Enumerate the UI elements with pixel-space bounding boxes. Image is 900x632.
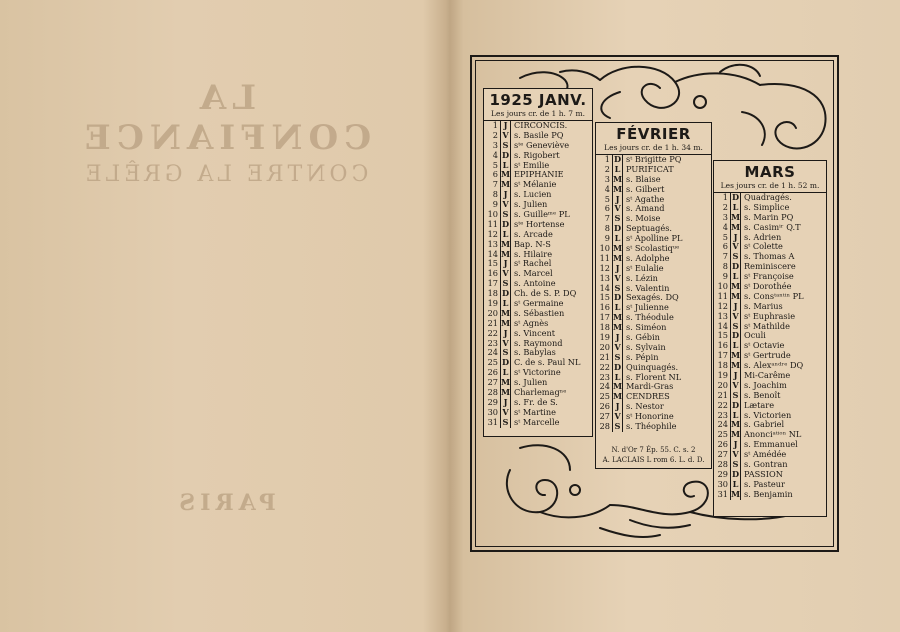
- day-number: 19: [714, 371, 731, 381]
- saint-name: sᵗ Julienne: [626, 302, 669, 313]
- weekday-letter: M: [613, 312, 623, 323]
- weekday-letter: D: [613, 361, 622, 372]
- day-number: 11: [596, 254, 613, 264]
- saint-name: s. Moise: [626, 213, 661, 224]
- weekday-letter: S: [731, 460, 741, 470]
- saint-name: sᵗ Euphrasie: [744, 310, 796, 321]
- saint-name: s. Marius: [744, 300, 783, 311]
- day-number: 5: [714, 233, 731, 243]
- saint-name: sᵗ Germaine: [514, 298, 564, 309]
- saint-name: sᵗ Mathilde: [744, 320, 790, 331]
- day-number: 24: [596, 382, 613, 392]
- day-number: 18: [714, 361, 731, 371]
- saint-name: s. Basile PQ: [514, 129, 564, 140]
- day-number: 14: [596, 284, 613, 294]
- saint-name: sᵗ Honorine: [626, 411, 674, 422]
- day-number: 6: [596, 204, 613, 214]
- weekday-letter: S: [501, 348, 511, 358]
- day-number: 2: [484, 131, 501, 141]
- saint-name: s. Joachim: [744, 379, 787, 390]
- weekday-letter: V: [501, 200, 511, 210]
- day-number: 14: [484, 250, 501, 260]
- weekday-letter: M: [731, 211, 741, 222]
- saint-name: Charlemagⁿᵉ: [514, 387, 567, 398]
- day-number: 4: [714, 223, 731, 233]
- saint-name: Anonciᵃᵗⁱᵒⁿ NL: [744, 429, 802, 440]
- saint-name: sᵗᵉ Geneviève: [514, 139, 570, 150]
- day-number: 29: [714, 470, 731, 480]
- weekday-letter: D: [501, 357, 510, 368]
- saint-name: C. de s. Paul NL: [514, 357, 581, 368]
- saint-name: sᵗᵉ Hortense: [514, 218, 565, 229]
- weekday-letter: M: [731, 419, 741, 430]
- day-number: 27: [714, 450, 731, 460]
- weekday-letter: V: [613, 412, 623, 422]
- weekday-letter: V: [501, 269, 511, 279]
- day-number: 16: [484, 269, 501, 279]
- weekday-letter: J: [501, 329, 511, 339]
- weekday-letter: V: [731, 242, 741, 252]
- weekday-letter: V: [501, 131, 511, 141]
- month-title: FÉVRIER: [616, 125, 691, 143]
- weekday-letter: J: [613, 402, 623, 412]
- saint-name: sᵗ Colette: [744, 241, 783, 252]
- weekday-letter: J: [731, 371, 741, 381]
- weekday-letter: D: [501, 149, 510, 160]
- weekday-letter: L: [613, 373, 623, 383]
- saint-name: s. Babylas: [514, 347, 556, 358]
- saint-name: s. Adolphe: [626, 252, 670, 263]
- day-number: 25: [484, 358, 501, 368]
- day-number: 30: [714, 480, 731, 490]
- weekday-letter: M: [501, 377, 511, 388]
- weekday-letter: M: [731, 360, 741, 371]
- month-march: [713, 160, 827, 517]
- day-number: 28: [484, 388, 501, 398]
- saint-name: Septuagés.: [626, 223, 673, 234]
- saint-name: CENDRES: [626, 391, 670, 402]
- saint-name: PURIFICAT: [626, 163, 674, 174]
- weekday-letter: V: [501, 408, 511, 418]
- weekday-letter: M: [613, 252, 623, 263]
- weekday-letter: L: [501, 161, 511, 171]
- day-number: 23: [484, 339, 501, 349]
- weekday-letter: L: [731, 272, 741, 282]
- saint-name: sᵗ Gertrude: [744, 350, 791, 361]
- day-number: 12: [596, 264, 613, 274]
- weekday-letter: S: [501, 210, 511, 220]
- day-row: [714, 322, 826, 332]
- saint-name: s. Arcade: [514, 228, 553, 239]
- day-number: 26: [484, 368, 501, 378]
- weekday-letter: S: [613, 353, 623, 363]
- saint-name: s. Théophile: [626, 421, 677, 432]
- weekday-letter: S: [613, 422, 623, 432]
- saint-name: s. Vincent: [514, 327, 556, 338]
- day-list: [484, 121, 592, 428]
- weekday-letter: J: [501, 398, 511, 408]
- saint-name: Mardi-Gras: [626, 381, 674, 392]
- day-number: 6: [714, 242, 731, 252]
- day-number: 1: [596, 155, 613, 165]
- day-number: 15: [596, 293, 613, 303]
- day-number: 20: [484, 309, 501, 319]
- weekday-letter: D: [613, 154, 622, 164]
- saint-name: s. Alexᵃⁿᵈʳᵉ DQ: [744, 360, 804, 371]
- day-number: 4: [596, 185, 613, 195]
- saint-name: sᵗ Agnès: [514, 317, 549, 328]
- saint-name: sᵗ Brigitte PQ: [626, 154, 682, 164]
- saint-name: s. Fr. de S.: [514, 396, 558, 407]
- day-number: 12: [714, 302, 731, 312]
- day-number: 3: [714, 213, 731, 223]
- day-number: 13: [484, 240, 501, 250]
- weekday-letter: L: [501, 368, 511, 378]
- saint-name: s. Thomas A: [744, 251, 795, 262]
- saint-name: s. Pépin: [626, 351, 659, 362]
- saint-name: Sexagés. DQ: [626, 292, 679, 303]
- day-number: 10: [596, 244, 613, 254]
- weekday-letter: M: [731, 221, 741, 232]
- weekday-letter: D: [501, 288, 510, 299]
- month-title: MARS: [744, 163, 796, 181]
- saint-name: sᵗ Marcelle: [514, 416, 560, 427]
- day-number: 1: [714, 193, 731, 203]
- saint-name: Ch. de S. P. DQ: [514, 288, 577, 299]
- daylight-note: Les jours cr. de 1 h. 7 m.: [484, 109, 592, 121]
- day-number: 19: [484, 299, 501, 309]
- weekday-letter: M: [613, 381, 623, 392]
- weekday-letter: V: [731, 312, 741, 322]
- weekday-letter: S: [613, 284, 623, 294]
- weekday-letter: M: [501, 179, 511, 190]
- saint-name: sᵗ Amédée: [744, 449, 787, 460]
- saint-name: sᵗ Agathe: [626, 193, 665, 204]
- saint-name: Mi-Carême: [744, 370, 791, 381]
- weekday-letter: D: [731, 261, 740, 272]
- saint-name: s. Pasteur: [744, 478, 785, 489]
- saint-name: s. Valentin: [626, 282, 670, 293]
- weekday-letter: L: [731, 341, 741, 351]
- weekday-letter: L: [731, 203, 741, 213]
- day-number: 22: [484, 329, 501, 339]
- saint-name: sᵗ Victorine: [514, 367, 561, 378]
- day-list: [596, 155, 711, 432]
- saint-name: s. Théodule: [626, 312, 674, 323]
- saint-name: s. Amand: [626, 203, 665, 214]
- weekday-letter: V: [613, 343, 623, 353]
- weekday-letter: S: [731, 322, 741, 332]
- day-row: [596, 422, 711, 432]
- saint-name: CIRCONCIS.: [514, 120, 568, 130]
- saint-name: Bap. N-S: [514, 238, 551, 249]
- day-number: 14: [714, 322, 731, 332]
- weekday-letter: S: [613, 214, 623, 224]
- weekday-letter: J: [731, 440, 741, 450]
- almanac-footer: [596, 445, 711, 465]
- weekday-letter: M: [613, 243, 623, 254]
- day-number: 18: [484, 289, 501, 299]
- day-number: 19: [596, 333, 613, 343]
- weekday-letter: V: [613, 274, 623, 284]
- saint-name: s. Lucien: [514, 189, 552, 200]
- month-january: [483, 88, 593, 437]
- daylight-note: Les jours cr. de 1 h. 52 m.: [714, 181, 826, 193]
- day-number: 4: [484, 151, 501, 161]
- weekday-letter: S: [501, 418, 511, 428]
- weekday-letter: L: [501, 230, 511, 240]
- saint-name: s. Raymond: [514, 337, 563, 348]
- day-number: 20: [596, 343, 613, 353]
- weekday-letter: V: [731, 381, 741, 391]
- day-number: 21: [714, 391, 731, 401]
- weekday-letter: M: [501, 307, 511, 318]
- day-number: 8: [596, 224, 613, 234]
- saint-name: s. Nestor: [626, 401, 664, 412]
- day-number: 31: [714, 490, 731, 500]
- left-page-address: PARIS: [174, 490, 276, 516]
- weekday-letter: M: [731, 429, 741, 440]
- day-number: 7: [596, 214, 613, 224]
- weekday-letter: L: [731, 411, 741, 421]
- saint-name: s. Blaise: [626, 173, 661, 184]
- day-number: 24: [484, 348, 501, 358]
- weekday-letter: L: [613, 165, 623, 175]
- day-number: 21: [484, 319, 501, 329]
- weekday-letter: M: [501, 248, 511, 259]
- day-number: 8: [714, 262, 731, 272]
- weekday-letter: J: [731, 302, 741, 312]
- weekday-letter: M: [613, 391, 623, 402]
- weekday-letter: M: [731, 290, 741, 301]
- day-number: 26: [714, 440, 731, 450]
- saint-name: sᵗ Martine: [514, 406, 557, 417]
- day-number: 7: [484, 180, 501, 190]
- day-number: 21: [596, 353, 613, 363]
- weekday-letter: M: [501, 169, 511, 180]
- saint-name: Quadragés.: [744, 192, 792, 202]
- weekday-letter: J: [501, 259, 511, 269]
- day-number: 17: [596, 313, 613, 323]
- weekday-letter: M: [613, 173, 623, 184]
- day-number: 10: [484, 210, 501, 220]
- day-number: 3: [484, 141, 501, 151]
- day-number: 11: [484, 220, 501, 230]
- saint-name: s. Emmanuel: [744, 439, 798, 450]
- saint-name: sᵗ Apolline PL: [626, 233, 683, 244]
- saint-name: s. Gilbert: [626, 183, 665, 194]
- day-number: 15: [484, 259, 501, 269]
- weekday-letter: M: [501, 238, 511, 249]
- weekday-letter: J: [501, 121, 511, 131]
- saint-name: s. Casimⁱʳ Q.T: [744, 221, 801, 232]
- day-number: 5: [484, 161, 501, 171]
- saint-name: Lætare: [744, 399, 775, 410]
- weekday-letter: D: [731, 330, 740, 341]
- day-number: 17: [714, 351, 731, 361]
- weekday-letter: D: [613, 223, 622, 234]
- weekday-letter: S: [731, 252, 741, 262]
- day-number: 9: [484, 200, 501, 210]
- weekday-letter: M: [501, 387, 511, 398]
- day-number: 17: [484, 279, 501, 289]
- weekday-letter: L: [613, 303, 623, 313]
- day-number: 13: [596, 274, 613, 284]
- day-number: 8: [484, 190, 501, 200]
- day-number: 27: [484, 378, 501, 388]
- saint-name: s. Sylvain: [626, 341, 666, 352]
- weekday-letter: V: [613, 204, 623, 214]
- saint-name: sᵗ Emilie: [514, 159, 550, 170]
- day-number: 1: [484, 121, 501, 131]
- day-number: 23: [714, 411, 731, 421]
- day-number: 24: [714, 420, 731, 430]
- saint-name: PASSION: [744, 468, 783, 479]
- saint-name: EPIPHANIE: [514, 169, 564, 180]
- day-number: 29: [484, 398, 501, 408]
- weekday-letter: J: [613, 195, 623, 205]
- weekday-letter: V: [501, 339, 511, 349]
- weekday-letter: M: [613, 322, 623, 333]
- day-number: 11: [714, 292, 731, 302]
- saint-name: Oculi: [744, 330, 766, 341]
- saint-name: Quinquagés.: [626, 361, 679, 372]
- saint-name: sᵗ Eulalie: [626, 262, 664, 273]
- day-number: 31: [484, 418, 501, 428]
- saint-name: s. Rigobert: [514, 149, 560, 160]
- day-number: 15: [714, 331, 731, 341]
- saint-name: s. Adrien: [744, 231, 782, 242]
- weekday-letter: S: [731, 391, 741, 401]
- saint-name: s. Sébastien: [514, 307, 565, 318]
- day-row: [714, 490, 826, 500]
- day-number: 9: [714, 272, 731, 282]
- saint-name: sᵗ Rachel: [514, 258, 552, 269]
- saint-name: s. Siméon: [626, 322, 667, 333]
- day-number: 6: [484, 170, 501, 180]
- weekday-letter: M: [613, 183, 623, 194]
- day-number: 2: [596, 165, 613, 175]
- weekday-letter: J: [501, 190, 511, 200]
- saint-name: sᵗ Octavie: [744, 340, 785, 351]
- day-number: 18: [596, 323, 613, 333]
- weekday-letter: M: [731, 488, 741, 499]
- weekday-letter: J: [613, 333, 623, 343]
- saint-name: s. Hilaire: [514, 248, 553, 259]
- weekday-letter: L: [501, 299, 511, 309]
- saint-name: s. Gontran: [744, 459, 788, 470]
- saint-name: sᵗ Dorothée: [744, 281, 792, 292]
- month-february: [595, 122, 712, 469]
- saint-name: s. Julien: [514, 199, 548, 210]
- saint-name: sᵗ Mélanie: [514, 179, 557, 190]
- saint-name: s. Antoine: [514, 278, 556, 289]
- saint-name: s. Marin PQ: [744, 211, 794, 222]
- day-number: 10: [714, 282, 731, 292]
- day-row: [484, 418, 592, 428]
- saint-name: sᵗ Françoise: [744, 271, 794, 282]
- weekday-letter: J: [613, 264, 623, 274]
- footer-line: A. LACLAIS L rom 6. L. d. D.: [602, 456, 705, 464]
- weekday-letter: D: [731, 399, 740, 410]
- weekday-letter: L: [731, 480, 741, 490]
- saint-name: s. Benjamin: [744, 488, 793, 499]
- weekday-letter: S: [501, 279, 511, 289]
- left-page-title: LA CONFIANCE: [78, 78, 372, 158]
- saint-name: s. Guilleᵐᵉ PL: [514, 209, 570, 220]
- left-page-subtitle: CONTRE LA GRÊLE: [81, 162, 369, 187]
- weekday-letter: S: [501, 141, 511, 151]
- weekday-letter: J: [731, 233, 741, 243]
- daylight-note: Les jours cr. de 1 h. 34 m.: [596, 143, 711, 155]
- footer-line: N. d'Or 7 Ép. 55. C. s. 2: [611, 446, 696, 454]
- day-number: 16: [596, 303, 613, 313]
- day-number: 22: [596, 363, 613, 373]
- day-number: 9: [596, 234, 613, 244]
- saint-name: s. Julien: [514, 377, 548, 388]
- saint-name: s. Gébin: [626, 332, 660, 343]
- saint-name: s. Gabriel: [744, 419, 785, 430]
- day-number: 3: [596, 175, 613, 185]
- day-number: 2: [714, 203, 731, 213]
- day-number: 28: [714, 460, 731, 470]
- saint-name: s. Marcel: [514, 268, 553, 279]
- saint-name: s. Consᵗᵃⁿᵗⁱⁿ PL: [744, 290, 804, 301]
- day-list: [714, 193, 826, 500]
- day-number: 26: [596, 402, 613, 412]
- saint-name: s. Florent NL: [626, 371, 682, 382]
- day-number: 23: [596, 373, 613, 383]
- weekday-letter: L: [613, 234, 623, 244]
- saint-name: s. Benoît: [744, 389, 781, 400]
- weekday-letter: D: [731, 192, 740, 202]
- weekday-letter: D: [731, 468, 740, 479]
- weekday-letter: D: [501, 218, 510, 229]
- day-number: 30: [484, 408, 501, 418]
- saint-name: s. Lézin: [626, 272, 658, 283]
- day-number: 20: [714, 381, 731, 391]
- day-number: 12: [484, 230, 501, 240]
- day-number: 22: [714, 401, 731, 411]
- saint-name: Reminiscere: [744, 261, 796, 272]
- day-number: 25: [714, 430, 731, 440]
- weekday-letter: M: [731, 281, 741, 292]
- weekday-letter: M: [501, 317, 511, 328]
- saint-name: s. Victorien: [744, 409, 792, 420]
- day-number: 7: [714, 252, 731, 262]
- month-title: 1925 JANV.: [489, 91, 587, 109]
- day-number: 13: [714, 312, 731, 322]
- day-number: 28: [596, 422, 613, 432]
- day-number: 25: [596, 392, 613, 402]
- weekday-letter: D: [613, 292, 622, 303]
- saint-name: sᵗ Scolastiqᵘᵉ: [626, 243, 680, 254]
- weekday-letter: V: [731, 450, 741, 460]
- day-number: 27: [596, 412, 613, 422]
- saint-name: s. Simplice: [744, 201, 790, 212]
- day-number: 16: [714, 341, 731, 351]
- day-number: 5: [596, 195, 613, 205]
- weekday-letter: M: [731, 350, 741, 361]
